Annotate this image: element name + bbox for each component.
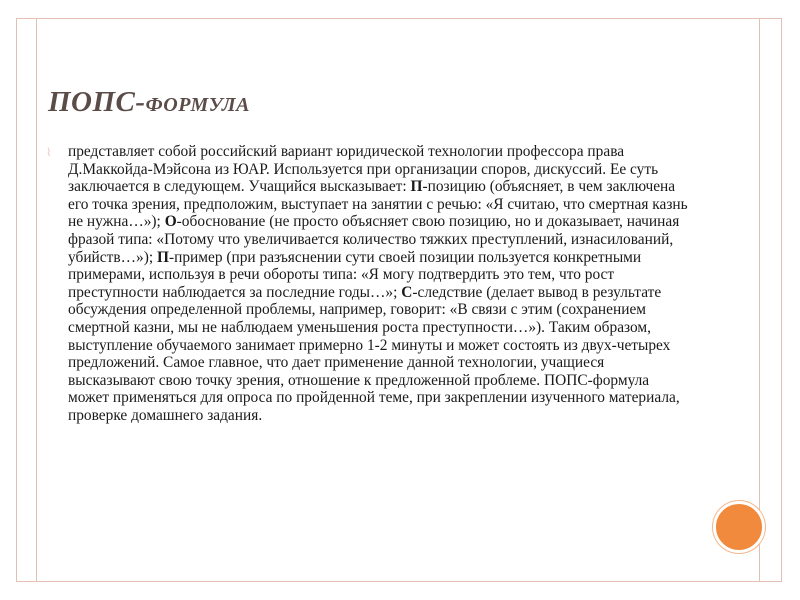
body-part-3: -обоснование (не просто объясняет свою позицию, но и доказывает, начиная фразой типа: «Потому что увеличивается количество тяжких преступлений, изнасилований, убийств…»);	[68, 213, 680, 266]
body-part-4: -пример (при разъяснении сути своей позиции пользуется конкретными примерами, используя в речи обороты типа: «Я могу подтвердить это тем, что рост преступности наблюдается за последние годы…»;	[68, 248, 642, 301]
curl-bullet-icon: ⌇	[46, 146, 52, 159]
key-letter-p1: П	[410, 178, 423, 196]
title-main: ПОПС-	[48, 86, 146, 118]
right-border-line	[759, 18, 760, 582]
decorative-circle-icon	[713, 501, 765, 553]
key-letter-p2: П	[156, 248, 169, 266]
title-small-caps: формула	[145, 86, 250, 118]
slide-body-text	[68, 143, 690, 425]
body-part-5: -следствие (делает вывод в результате обсуждения определенной проблемы, например, говорит: «В связи с этим (сохранением смертной казни, мы не наблюдаем уменьшения роста преступности…»). Таким образом, выступление обучаемого занимает примерно 1-2 минуты и может состоять из двух-четырех предложений. Самое главное, что дает применение данной технологии, учащиеся высказывают свою точку зрения, отношение к предложенной проблеме. ПОПС-формула может применяться для опроса по пройденной теме, при закреплении изученного материала, проверке домашнего задания.	[68, 283, 680, 424]
body-part-2: -позицию (объясняет, в чем заключена его точка зрения, предположим, выступает на занятии с речью: «Я считаю, что смертная казнь не нужна…»);	[68, 178, 688, 231]
key-letter-o: О	[164, 213, 177, 231]
body-part-1: представляет собой российский вариант юридической технологии профессора права Д.Маккойда-Мэйсона из ЮАР. Используется при организации споров, дискуссий. Ее суть заключается в следующем. Учащийся высказывает:	[68, 143, 659, 196]
key-letter-s: С	[401, 283, 413, 301]
left-border-line	[36, 18, 37, 582]
slide-title	[48, 86, 250, 119]
